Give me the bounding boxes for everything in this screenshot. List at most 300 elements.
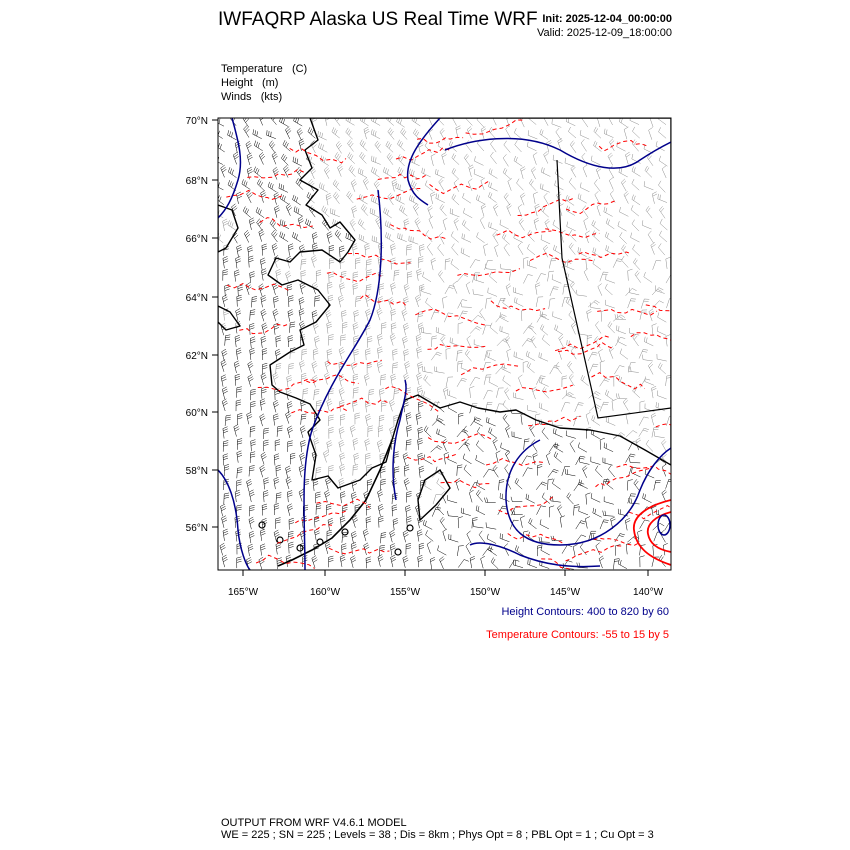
wind-barb xyxy=(379,516,384,527)
wind-barb xyxy=(643,493,652,502)
wind-barb xyxy=(289,518,294,530)
wind-barb xyxy=(464,465,471,476)
wind-barb xyxy=(339,246,344,258)
wind-barb xyxy=(438,545,447,555)
wind-barb xyxy=(640,556,645,567)
wind-barb xyxy=(272,230,278,242)
lon-tick-label: 165°W xyxy=(227,587,259,598)
wind-barb xyxy=(238,413,243,424)
wind-barb xyxy=(583,466,588,478)
height-contour xyxy=(658,515,670,535)
wind-barb xyxy=(578,443,587,453)
wind-barb xyxy=(366,517,371,529)
wind-barb xyxy=(437,504,444,516)
wind-barb xyxy=(216,194,224,205)
wind-barb xyxy=(526,494,535,503)
wind-barb xyxy=(237,451,242,463)
wind-barb xyxy=(529,518,537,529)
wind-barb xyxy=(287,426,293,438)
wind-barb xyxy=(312,232,317,244)
wind-barb xyxy=(238,285,243,297)
wind-barb xyxy=(329,556,334,567)
wind-barb xyxy=(476,441,483,452)
wind-barb xyxy=(259,284,265,296)
wind-barb xyxy=(261,295,266,307)
wind-barb xyxy=(448,511,459,517)
island xyxy=(407,525,413,531)
wind-barb xyxy=(237,439,242,450)
wind-barb xyxy=(418,427,423,439)
wind-barb xyxy=(618,559,627,569)
wind-barb xyxy=(457,465,463,476)
wind-barb xyxy=(270,113,277,125)
wind-barb xyxy=(259,113,265,125)
wind-barb xyxy=(457,546,464,556)
wind-barb xyxy=(222,387,227,399)
wind-barb xyxy=(570,440,575,452)
wind-barb xyxy=(285,127,291,139)
wind-barb xyxy=(406,543,411,554)
wind-barb xyxy=(223,454,228,466)
wind-barb xyxy=(496,451,500,463)
wind-barb xyxy=(403,556,409,568)
temperature-contour xyxy=(295,511,346,523)
wind-barb xyxy=(573,544,578,556)
wind-barb xyxy=(523,468,533,477)
wind-barb xyxy=(512,510,523,515)
wind-barb xyxy=(223,441,228,452)
wind-barb xyxy=(406,440,411,451)
island xyxy=(395,549,401,555)
wind-barb xyxy=(591,493,600,502)
temperature-contour-note: Temperature Contours: -55 to 15 by 5 xyxy=(486,629,669,641)
wind-barb xyxy=(220,543,226,555)
lon-tick-label: 150°W xyxy=(469,587,501,598)
wind-barb xyxy=(288,310,293,322)
wind-barb xyxy=(486,522,496,529)
wind-barb xyxy=(555,442,564,452)
wind-barb xyxy=(277,426,283,437)
wind-barb xyxy=(234,361,239,373)
temperature-contour xyxy=(596,469,650,487)
wind-barb xyxy=(259,557,265,569)
wind-barb xyxy=(224,493,229,504)
wind-barb xyxy=(261,309,267,321)
wind-barb xyxy=(293,195,301,205)
wind-barb xyxy=(491,558,498,569)
wind-barb xyxy=(458,560,469,568)
temperature-contour xyxy=(227,283,288,290)
wind-barb xyxy=(443,529,447,541)
wind-barb xyxy=(299,465,305,477)
wind-barb xyxy=(290,453,295,464)
wind-barb xyxy=(248,375,254,387)
wind-barb xyxy=(426,530,434,541)
wind-barb xyxy=(512,431,522,438)
wind-barb xyxy=(483,548,494,556)
wind-barb xyxy=(267,130,276,139)
wind-barb xyxy=(293,157,302,166)
wind-barb xyxy=(473,522,484,528)
wind-barb xyxy=(215,180,224,189)
lat-tick-label: 62°N xyxy=(185,351,208,362)
wind-barb xyxy=(249,256,254,268)
wind-barb xyxy=(248,361,254,373)
field-height-unit: (m) xyxy=(261,77,279,89)
wind-barb xyxy=(276,543,281,555)
wind-barb xyxy=(289,542,294,554)
wind-barb xyxy=(299,309,304,321)
wind-barb xyxy=(286,466,291,478)
wind-barb xyxy=(287,504,293,516)
wind-barb xyxy=(366,504,371,515)
wind-barb xyxy=(235,374,240,386)
wind-barb xyxy=(325,490,331,502)
wind-barb xyxy=(440,517,446,529)
wind-barb xyxy=(418,555,423,567)
wind-barb xyxy=(432,418,443,425)
wind-barb xyxy=(500,533,509,542)
wind-barb xyxy=(301,414,307,425)
wind-barb xyxy=(249,531,254,543)
valid-time: Valid: 2025-12-09_18:00:00 xyxy=(537,27,672,39)
field-winds-unit: (kts) xyxy=(260,91,283,103)
wind-barb xyxy=(432,507,441,516)
wind-barb xyxy=(654,480,661,490)
wind-barb xyxy=(273,167,279,179)
wind-barb xyxy=(448,495,458,503)
wind-barb xyxy=(234,270,239,282)
wind-barb xyxy=(406,491,411,502)
wind-barb xyxy=(515,478,522,489)
wind-barb xyxy=(405,505,410,517)
wind-barb xyxy=(461,508,471,516)
temperature-contour xyxy=(329,548,390,554)
wind-barb xyxy=(546,453,550,465)
wind-barb xyxy=(418,438,423,450)
lon-tick-label: 160°W xyxy=(309,587,341,598)
wind-barb xyxy=(440,557,445,569)
wind-barb xyxy=(449,534,459,542)
wind-barb xyxy=(500,493,509,502)
wind-barb xyxy=(316,504,321,515)
wind-barb xyxy=(465,439,470,451)
wind-barb xyxy=(242,179,250,189)
wind-barb xyxy=(300,453,305,465)
wind-barb xyxy=(275,440,280,451)
wind-barb xyxy=(530,425,535,437)
wind-barb xyxy=(233,152,239,164)
wind-barb xyxy=(250,426,255,437)
wind-barb xyxy=(404,465,409,477)
wind-barb xyxy=(262,348,267,360)
wind-barb xyxy=(222,555,228,567)
field-temperature-name: Temperature xyxy=(221,63,283,75)
wind-barb xyxy=(228,167,236,178)
lat-tick-label: 68°N xyxy=(185,176,208,187)
wind-barb xyxy=(222,295,227,307)
wind-barb xyxy=(424,455,433,465)
temperature-contour xyxy=(256,555,315,568)
lon-axis xyxy=(228,570,664,598)
wind-barb xyxy=(605,479,613,490)
wind-barb xyxy=(297,128,303,140)
wind-barb xyxy=(249,517,254,529)
wind-barb xyxy=(214,128,222,138)
wind-barb xyxy=(335,230,342,242)
wind-barb xyxy=(479,531,485,543)
wind-barb xyxy=(591,457,601,465)
wind-barb xyxy=(585,517,590,529)
wind-barb xyxy=(406,413,411,425)
wind-barb xyxy=(261,269,266,281)
coastline xyxy=(268,118,671,488)
wind-barb xyxy=(288,335,293,347)
wind-barb xyxy=(243,207,251,218)
wind-barb xyxy=(286,411,292,423)
wind-barb xyxy=(280,232,289,242)
wind-barb xyxy=(540,519,549,529)
wind-barb xyxy=(469,490,473,502)
field-temperature-unit: (C) xyxy=(291,63,308,75)
wind-barb xyxy=(246,283,252,295)
field-height-name: Height xyxy=(221,77,253,89)
wind-barb xyxy=(256,207,264,218)
wind-barb xyxy=(392,505,397,517)
wind-barb xyxy=(237,245,242,257)
wind-barb xyxy=(481,556,485,568)
wind-barb xyxy=(378,490,383,502)
wind-barb xyxy=(328,518,333,530)
wind-barb xyxy=(281,154,288,165)
wind-barb xyxy=(509,560,519,568)
wind-barb xyxy=(222,349,228,361)
wind-barb xyxy=(236,348,241,360)
wind-barb xyxy=(430,557,435,569)
wind-barb xyxy=(260,529,265,541)
wind-barb xyxy=(325,542,330,554)
wind-barb xyxy=(221,375,226,387)
wind-barb xyxy=(603,458,613,466)
wind-barb xyxy=(437,429,446,438)
lat-tick-label: 70°N xyxy=(185,116,208,127)
wind-barb xyxy=(541,545,550,555)
wind-barb xyxy=(484,498,495,503)
wind-barb xyxy=(596,543,600,555)
lat-tick-label: 56°N xyxy=(185,523,208,534)
wind-barb xyxy=(262,504,267,516)
wind-barb xyxy=(483,469,493,477)
wind-barb xyxy=(600,520,609,529)
wind-barb xyxy=(615,534,625,543)
wind-barb xyxy=(603,511,614,517)
wind-barb xyxy=(250,310,256,321)
wind-barb xyxy=(548,469,559,477)
wind-barb xyxy=(566,431,576,439)
wind-barb xyxy=(300,426,305,438)
wind-barb xyxy=(248,544,253,556)
wind-barb xyxy=(549,444,559,452)
wind-barb xyxy=(222,516,228,528)
wind-barb xyxy=(221,165,227,177)
wind-barb xyxy=(274,206,279,218)
wind-barb xyxy=(262,323,268,335)
wind-barb xyxy=(537,506,546,515)
wind-barb xyxy=(292,232,301,242)
wind-barb xyxy=(363,529,369,541)
wind-barb xyxy=(251,440,256,452)
wind-barb xyxy=(552,479,560,490)
wind-barb xyxy=(463,454,471,464)
temperature-contour xyxy=(566,546,622,561)
wind-barb xyxy=(250,452,255,463)
wind-barb xyxy=(236,309,241,321)
lon-tick-label: 155°W xyxy=(389,587,421,598)
wind-barb xyxy=(458,517,463,529)
wind-barb xyxy=(221,360,227,372)
wind-barb xyxy=(289,296,294,308)
wind-barb xyxy=(268,182,276,192)
wind-barb xyxy=(378,555,383,567)
wind-barb xyxy=(260,258,265,270)
wind-barb xyxy=(417,530,422,542)
wind-barb xyxy=(342,505,347,516)
wind-barb xyxy=(423,520,432,530)
wind-barb xyxy=(235,490,240,502)
wind-barb xyxy=(443,439,448,451)
wind-barb xyxy=(378,504,383,516)
wind-barb xyxy=(489,427,497,438)
wind-barb xyxy=(294,206,303,216)
wind-barb xyxy=(662,490,667,502)
wind-barb xyxy=(286,204,292,216)
wind-barb xyxy=(236,387,241,398)
wind-barb xyxy=(223,256,228,268)
wind-barb xyxy=(418,401,423,413)
wind-barb xyxy=(273,414,278,426)
wind-barb xyxy=(276,336,281,347)
wind-barb xyxy=(276,518,281,529)
init-time: Init: 2025-12-04_00:00:00 xyxy=(542,13,672,25)
wind-barb xyxy=(459,413,464,424)
wind-barb xyxy=(269,141,275,153)
wind-barb xyxy=(272,152,278,164)
wind-barb xyxy=(403,453,409,465)
wind-barb xyxy=(260,399,265,411)
wind-barb xyxy=(486,417,495,426)
wind-barb xyxy=(243,115,249,127)
wind-barb xyxy=(579,506,588,515)
wind-barb xyxy=(626,454,636,463)
wind-barb xyxy=(250,389,255,400)
wind-barb xyxy=(288,244,293,256)
wind-barb xyxy=(404,478,410,490)
wind-barb xyxy=(237,192,242,204)
model-settings: WE = 225 ; SN = 225 ; Levels = 38 ; Dis = 8km ; Phys Opt = 8 ; PBL Opt = 1 ; Cu Opt = 3 xyxy=(221,829,654,841)
wind-barb xyxy=(394,467,399,478)
wind-barb xyxy=(298,216,304,228)
wind-barb xyxy=(476,480,485,490)
wind-barb xyxy=(476,490,482,502)
temperature-contour xyxy=(260,218,313,228)
wind-barb xyxy=(313,479,318,491)
wind-barb xyxy=(280,194,288,204)
wind-barb xyxy=(586,493,591,505)
wind-barb xyxy=(273,296,278,308)
wind-barb xyxy=(403,530,409,542)
height-contour xyxy=(506,440,671,545)
wind-barb xyxy=(431,446,443,453)
wind-barb xyxy=(257,179,264,190)
lat-tick-label: 64°N xyxy=(185,293,208,304)
wind-barb xyxy=(390,544,395,556)
wind-barb xyxy=(661,530,666,542)
wind-barb xyxy=(287,491,292,503)
land-coastlines xyxy=(218,118,671,566)
wind-barb xyxy=(223,529,228,541)
wind-barb xyxy=(366,557,371,568)
wind-barb xyxy=(272,243,278,255)
wind-barb xyxy=(511,497,522,502)
wind-barb xyxy=(273,309,279,321)
wind-barb xyxy=(557,505,562,517)
wind-barb xyxy=(264,478,269,490)
wind-barb xyxy=(249,505,255,516)
wind-barb xyxy=(553,428,562,437)
wind-barb xyxy=(263,428,269,439)
wind-barb xyxy=(283,140,291,151)
wind-barb xyxy=(520,516,525,528)
wind-barb xyxy=(284,165,290,177)
wind-barb xyxy=(470,556,475,568)
wind-barb xyxy=(608,465,614,477)
wind-barb xyxy=(666,479,674,488)
wind-barb xyxy=(419,466,424,478)
wind-barb xyxy=(254,141,262,151)
wind-barb xyxy=(574,505,580,516)
wind-barb xyxy=(393,518,398,530)
wind-barb xyxy=(260,544,265,556)
wind-barb xyxy=(476,455,485,464)
wind-barb xyxy=(381,532,387,543)
wind-barb xyxy=(248,246,253,258)
wind-barb xyxy=(273,400,278,412)
island xyxy=(317,539,323,545)
wind-barb xyxy=(261,373,267,385)
wind-barb xyxy=(247,191,253,203)
wind-barb xyxy=(261,336,266,348)
wind-barb xyxy=(390,530,395,542)
wind-barb xyxy=(493,438,498,450)
wind-barb xyxy=(280,219,289,228)
wind-barb xyxy=(250,348,255,360)
wind-barb xyxy=(247,153,253,165)
wind-barb xyxy=(237,295,242,307)
wind-barb xyxy=(252,296,258,307)
wind-barb xyxy=(247,412,252,424)
wind-barb xyxy=(276,465,281,476)
wind-barb xyxy=(262,387,267,399)
wind-barb xyxy=(250,271,255,283)
wind-barb xyxy=(235,335,240,347)
lat-tick-label: 66°N xyxy=(185,234,208,245)
wind-barb xyxy=(234,424,240,436)
wind-barb xyxy=(301,440,306,452)
wind-barb xyxy=(427,541,431,553)
wind-barb xyxy=(222,399,228,411)
wind-barb xyxy=(629,458,640,463)
wind-barb xyxy=(565,469,575,476)
